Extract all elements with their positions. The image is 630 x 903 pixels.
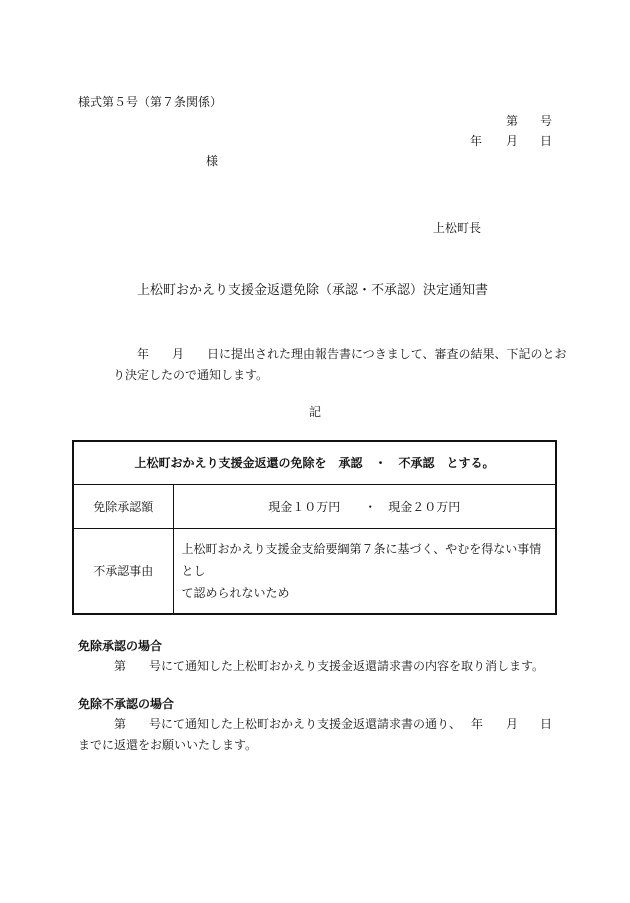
number-dai: 第 xyxy=(506,114,519,128)
disapproval-line2: までに返還をお願いいたします。 xyxy=(78,738,258,752)
date-day: 日 xyxy=(540,134,553,148)
reason-line1: 上松町おかえり支援金支給要綱第７条に基づく、やむを得ない事情とし xyxy=(181,541,542,578)
row-label-amount: 免除承認額 xyxy=(73,484,173,528)
approval-dai: 第 xyxy=(114,659,127,673)
row-value-amount: 現金１０万円 ・ 現金２０万円 xyxy=(173,484,556,528)
number-go: 号 xyxy=(540,114,553,128)
form-label: 様式第５号（第７条関係） xyxy=(78,95,223,109)
approval-text: 号にて通知した上松町おかえり支援金返還請求書の内容を取り消します。 xyxy=(149,659,545,673)
recipient-sama: 様 xyxy=(206,154,219,168)
ki-heading: 記 xyxy=(309,405,322,419)
disapproval-dai: 第 xyxy=(114,717,127,731)
date-year: 年 xyxy=(470,134,483,148)
reason-line2: て認められないため xyxy=(181,585,290,600)
approval-heading: 免除承認の場合 xyxy=(78,639,163,653)
intro-line2: り決定したので通知します。 xyxy=(113,368,269,382)
disapproval-day: 日 xyxy=(540,717,553,731)
intro-month: 月 xyxy=(172,347,185,361)
intro-line1: 日に提出された理由報告書につきまして、審査の結果、下記のとお xyxy=(207,347,567,361)
intro-year: 年 xyxy=(137,347,150,361)
disapproval-month: 月 xyxy=(506,717,519,731)
issuer: 上松町長 xyxy=(433,221,482,235)
decision-table xyxy=(72,440,557,615)
disapproval-year: 年 xyxy=(471,717,484,731)
row-label-reason: 不承認事由 xyxy=(73,528,173,614)
date-month: 月 xyxy=(506,134,519,148)
table-header: 上松町おかえり支援金返還の免除を 承認 ・ 不承認 とする。 xyxy=(73,441,556,484)
row-value-reason xyxy=(173,528,556,614)
document-title: 上松町おかえり支援金返還免除（承認・不承認）決定通知書 xyxy=(137,283,489,298)
disapproval-text: 号にて通知した上松町おかえり支援金返還請求書の通り、 xyxy=(149,717,462,731)
disapproval-heading: 免除不承認の場合 xyxy=(78,697,175,711)
